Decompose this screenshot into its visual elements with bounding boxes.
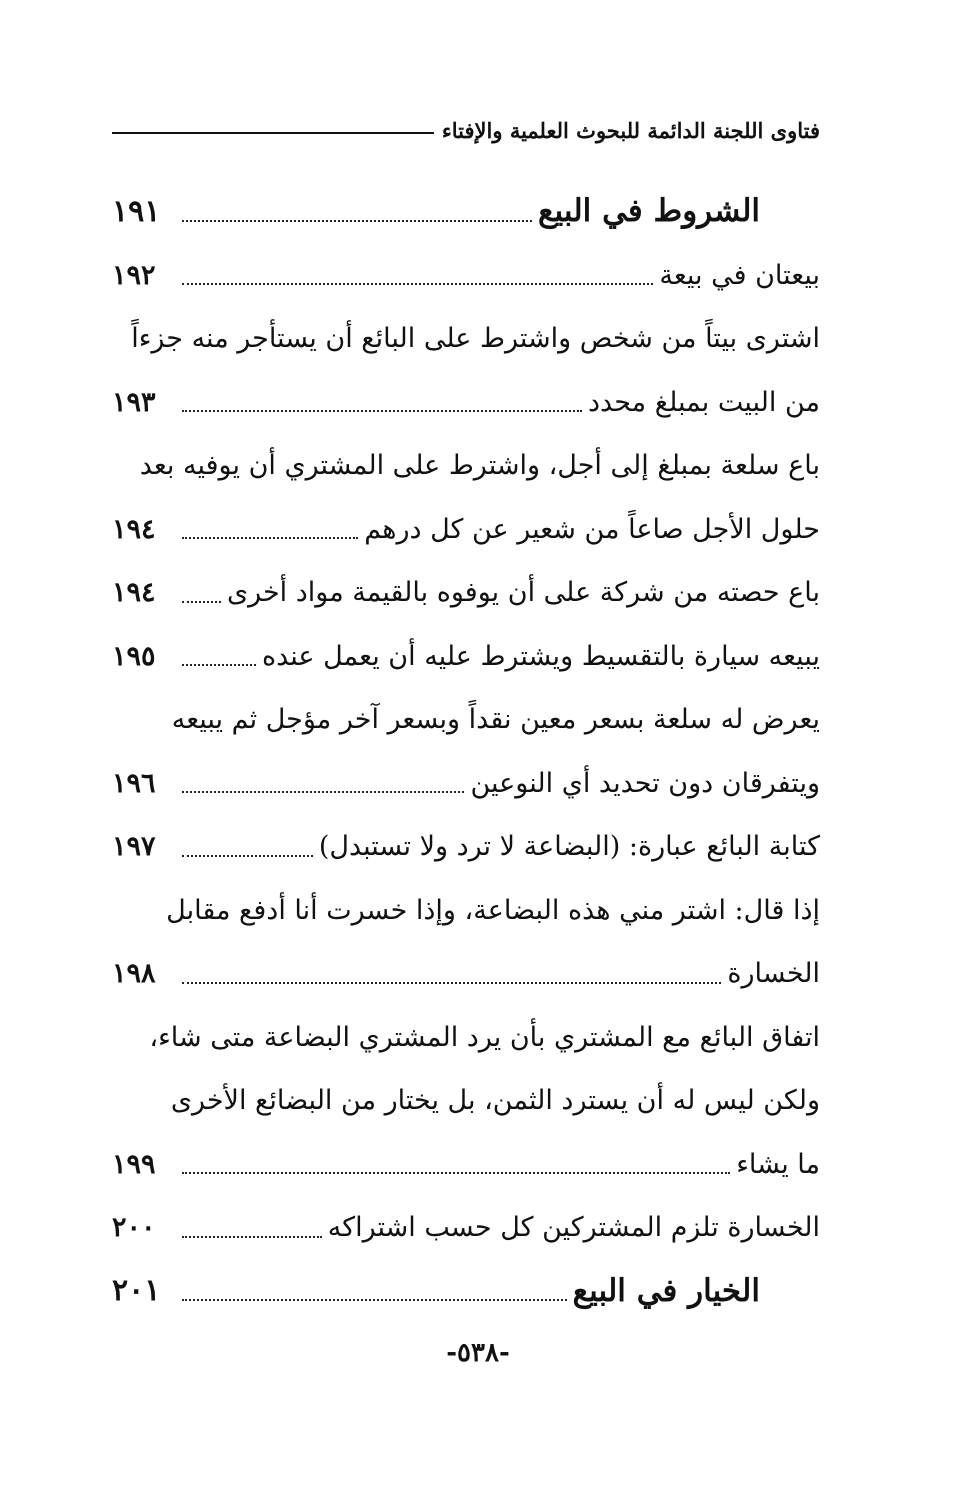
toc-entry-text: كتابة البائع عبارة: (البضاعة لا ترد ولا تستبدل) [318,831,820,863]
toc-page-number: ١٩١ [112,193,161,229]
toc-row [112,815,820,879]
toc-page-number: ١٩٧ [112,831,156,863]
toc-row [112,625,820,689]
dot-leader [182,1172,730,1174]
toc-entry-text: يبيعه سيارة بالتقسيط ويشترط عليه أن يعمل عنده [261,640,820,672]
header-rule [112,132,434,134]
dot-leader [182,791,464,793]
toc-entry-text: من البيت بمبلغ محدد [588,386,820,418]
toc-entry-text: يعرض له سلعة بسعر معين نقداً وبسعر آخر مؤجل ثم يبيعه [171,704,820,736]
toc-entry-text: باع حصته من شركة على أن يوفوه بالقيمة مواد أخرى [226,577,820,609]
toc-row [112,942,820,1006]
toc-row [112,1196,820,1260]
toc-row [112,1006,820,1070]
toc-row [112,752,820,816]
toc-row [112,180,820,244]
toc-page-number: ١٩٤ [112,577,156,609]
toc-page-number: ١٩٨ [112,958,156,990]
toc-entry-text: ويتفرقان دون تحديد أي النوعين [470,767,820,799]
toc-page-number: ١٩٩ [112,1148,156,1180]
page-number: -٥٣٨- [446,1338,510,1368]
toc-row [112,307,820,371]
dot-leader [182,410,582,412]
toc-row [112,879,820,943]
toc-row [112,434,820,498]
toc-page-number: ١٩٦ [112,767,156,799]
toc-row [112,688,820,752]
toc-page-number: ١٩٢ [112,259,156,291]
toc-page-number: ١٩٣ [112,386,156,418]
dot-leader [182,220,532,222]
toc-row [112,498,820,562]
toc-entry-text: ما يشاء [736,1148,820,1180]
toc-page-number: ١٩٤ [112,513,156,545]
toc-row [112,1260,820,1324]
toc-row [112,1069,820,1133]
running-header-title: فتاوى اللجنة الدائمة للبحوث العلمية والإفتاء [441,117,820,143]
toc-page-number: ٢٠٠ [112,1212,156,1244]
toc-row [112,1133,820,1197]
toc-row [112,244,820,308]
toc-entry-text: حلول الأجل صاعاً من شعير عن كل درهم [364,513,820,545]
table-of-contents [112,180,820,1323]
toc-entry-text: اتفاق البائع مع المشتري بأن يرد المشتري البضاعة متى شاء، [149,1021,820,1053]
dot-leader [182,855,313,857]
dot-leader [182,664,256,666]
toc-entry-text: الخسارة تلزم المشتركين كل حسب اشتراكه [327,1212,820,1244]
toc-row [112,371,820,435]
toc-row [112,561,820,625]
toc-entry-text: الشروط في البيع [538,193,760,230]
toc-entry-text: باع سلعة بمبلغ إلى أجل، واشترط على المشتري أن يوفيه بعد [139,450,820,482]
toc-entry-text: اشترى بيتاً من شخص واشترط على البائع أن يستأجر منه جزءاً [131,323,820,355]
toc-page-number: ١٩٥ [112,640,156,672]
toc-entry-text: ولكن ليس له أن يسترد الثمن، بل يختار من البضائع الأخرى [170,1085,820,1117]
dot-leader [182,1236,322,1238]
dot-leader [182,537,358,539]
running-header [112,110,820,150]
dot-leader [182,1299,567,1301]
toc-entry-text: الخيار في البيع [572,1272,760,1309]
dot-leader [182,601,221,603]
toc-entry-text: الخسارة [727,958,820,990]
dot-leader [182,283,653,285]
toc-entry-text: بيعتان في بيعة [659,259,820,291]
dot-leader [182,982,721,984]
toc-page-number: ٢٠١ [112,1273,161,1309]
toc-entry-text: إذا قال: اشتر مني هذه البضاعة، وإذا خسرت أنا أدفع مقابل [166,894,820,926]
